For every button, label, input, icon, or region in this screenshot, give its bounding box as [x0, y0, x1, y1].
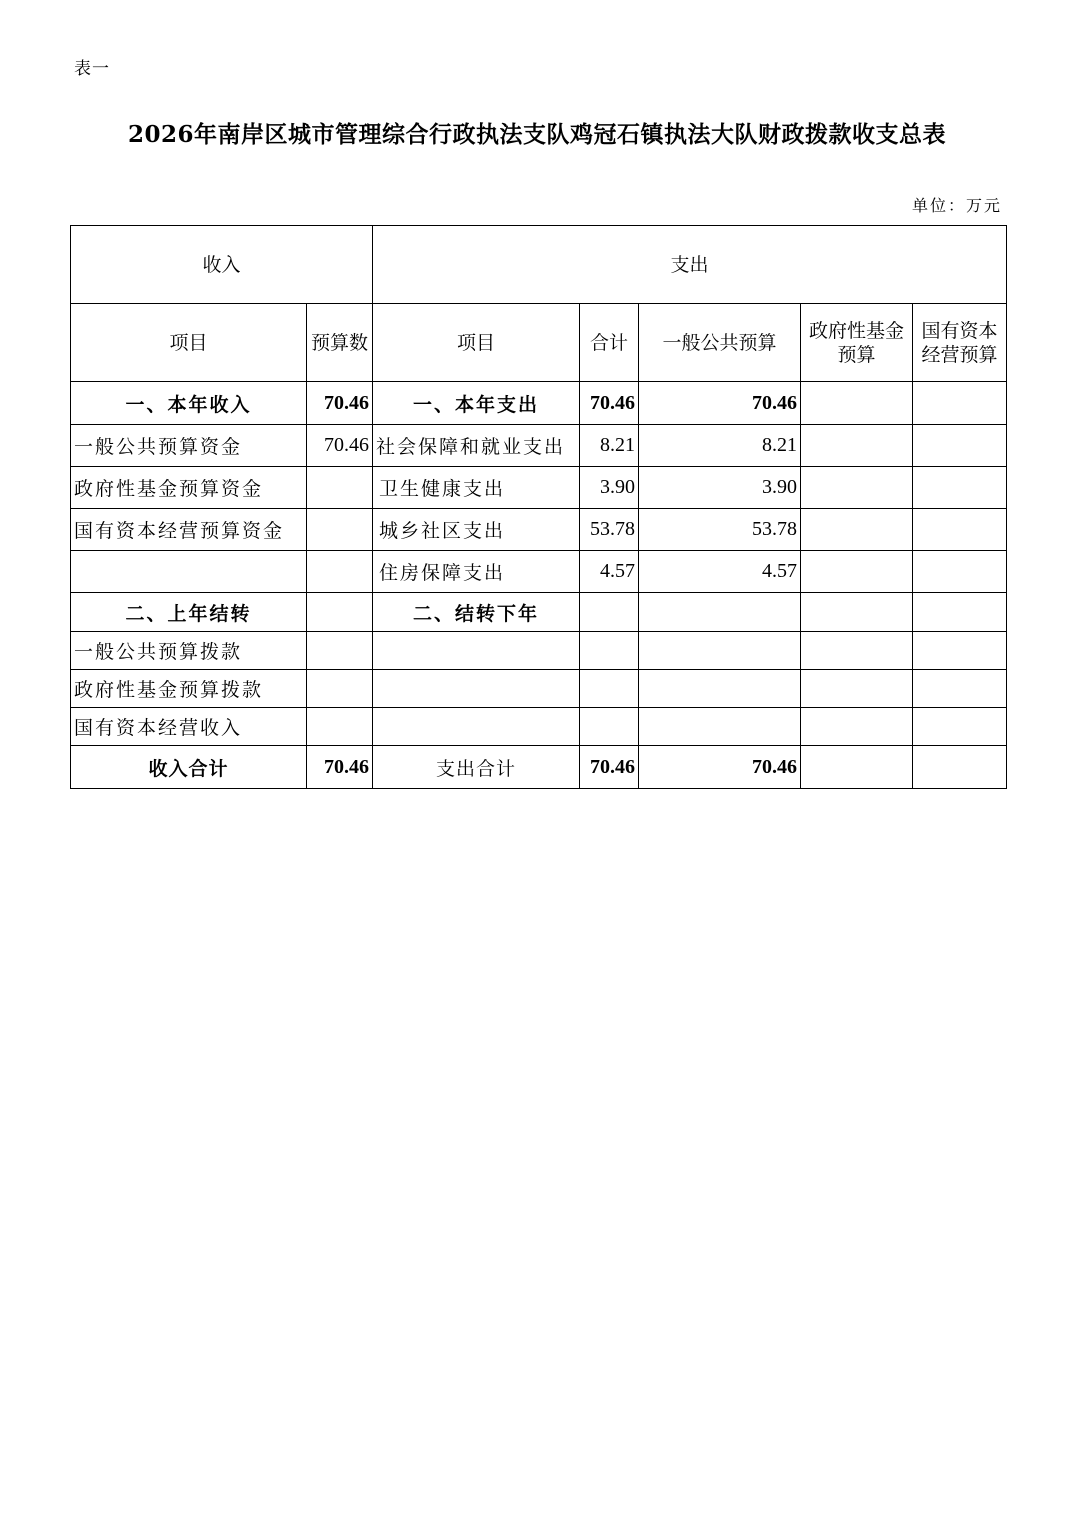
expense-total — [580, 632, 639, 670]
expense-state — [913, 632, 1007, 670]
col-header-fund-budget: 政府性基金预算 — [801, 304, 913, 382]
col-header-total: 合计 — [580, 304, 639, 382]
expense-general: 4.57 — [639, 551, 801, 593]
col-header-general-budget: 一般公共预算 — [639, 304, 801, 382]
header-row-columns — [71, 304, 1007, 382]
expense-total — [580, 593, 639, 632]
expense-header: 支出 — [373, 226, 1007, 304]
unit-label: 单位：万元 — [911, 196, 1002, 215]
table-row — [71, 670, 1007, 708]
document-title: 2026年南岸区城市管理综合行政执法支队鸡冠石镇执法大队财政拨款收支总表 — [127, 121, 946, 148]
income-item: 政府性基金预算资金 — [71, 467, 307, 509]
expense-total — [580, 708, 639, 746]
expense-total: 70.46 — [580, 746, 639, 789]
expense-item: 一、本年支出 — [373, 382, 580, 425]
col-header-budget: 预算数 — [307, 304, 373, 382]
table-row — [71, 708, 1007, 746]
expense-item — [373, 632, 580, 670]
expense-state — [913, 467, 1007, 509]
col-header-state-capital-budget: 国有资本经营预算 — [913, 304, 1007, 382]
expense-total: 70.46 — [580, 382, 639, 425]
expense-item: 住房保障支出 — [373, 551, 580, 593]
expense-fund — [801, 708, 913, 746]
income-value — [307, 670, 373, 708]
expense-item: 卫生健康支出 — [373, 467, 580, 509]
income-value — [307, 593, 373, 632]
header-row-groups — [71, 226, 1007, 304]
table-row — [71, 632, 1007, 670]
income-value — [307, 551, 373, 593]
expense-fund — [801, 467, 913, 509]
income-header: 收入 — [71, 226, 373, 304]
expense-fund — [801, 509, 913, 551]
table-row — [71, 593, 1007, 632]
expense-state — [913, 551, 1007, 593]
expense-state — [913, 708, 1007, 746]
table-row — [71, 467, 1007, 509]
col-header-expense-item: 项目 — [373, 304, 580, 382]
expense-item: 社会保障和就业支出 — [373, 425, 580, 467]
income-item: 二、上年结转 — [71, 593, 307, 632]
income-item: 一般公共预算资金 — [71, 425, 307, 467]
expense-fund — [801, 746, 913, 789]
expense-total: 3.90 — [580, 467, 639, 509]
income-value: 70.46 — [307, 382, 373, 425]
income-item — [71, 551, 307, 593]
table-row — [71, 382, 1007, 425]
expense-general — [639, 593, 801, 632]
expense-fund — [801, 593, 913, 632]
income-value: 70.46 — [307, 425, 373, 467]
expense-general: 3.90 — [639, 467, 801, 509]
expense-general: 70.46 — [639, 382, 801, 425]
table-row — [71, 509, 1007, 551]
income-item: 国有资本经营预算资金 — [71, 509, 307, 551]
income-total-label: 收入合计 — [71, 746, 307, 789]
expense-fund — [801, 551, 913, 593]
expense-fund — [801, 425, 913, 467]
expense-total-label: 支出合计 — [373, 746, 580, 789]
expense-state — [913, 593, 1007, 632]
expense-general — [639, 632, 801, 670]
expense-state — [913, 425, 1007, 467]
table-row-total — [71, 746, 1007, 789]
expense-general — [639, 670, 801, 708]
income-item: 一、本年收入 — [71, 382, 307, 425]
expense-general: 8.21 — [639, 425, 801, 467]
expense-general — [639, 708, 801, 746]
table-row — [71, 425, 1007, 467]
income-value — [307, 708, 373, 746]
expense-total: 53.78 — [580, 509, 639, 551]
expense-item: 二、结转下年 — [373, 593, 580, 632]
income-value — [307, 632, 373, 670]
expense-general: 70.46 — [639, 746, 801, 789]
income-item: 政府性基金预算拨款 — [71, 670, 307, 708]
col-header-income-item: 项目 — [71, 304, 307, 382]
expense-state — [913, 670, 1007, 708]
expense-fund — [801, 632, 913, 670]
expense-general: 53.78 — [639, 509, 801, 551]
expense-total: 8.21 — [580, 425, 639, 467]
expense-fund — [801, 670, 913, 708]
income-item: 国有资本经营收入 — [71, 708, 307, 746]
table-number-label: 表一 — [74, 59, 110, 79]
expense-fund — [801, 382, 913, 425]
expense-total — [580, 670, 639, 708]
income-item: 一般公共预算拨款 — [71, 632, 307, 670]
expense-state — [913, 382, 1007, 425]
income-value — [307, 467, 373, 509]
expense-item — [373, 670, 580, 708]
income-total-value: 70.46 — [307, 746, 373, 789]
expense-item — [373, 708, 580, 746]
income-value — [307, 509, 373, 551]
expense-state — [913, 509, 1007, 551]
expense-total: 4.57 — [580, 551, 639, 593]
expense-item: 城乡社区支出 — [373, 509, 580, 551]
expense-state — [913, 746, 1007, 789]
table-row — [71, 551, 1007, 593]
budget-summary-table — [70, 225, 1007, 789]
